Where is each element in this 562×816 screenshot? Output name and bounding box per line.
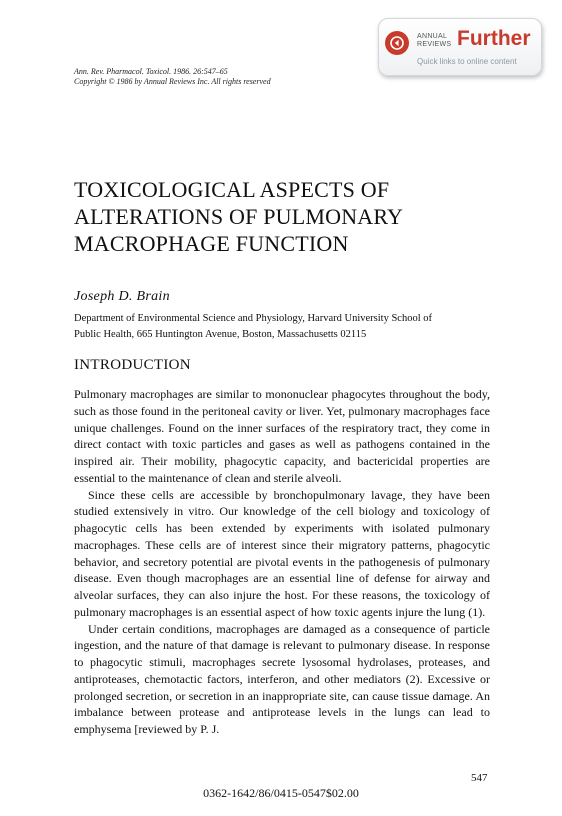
further-wordmark: Further [457,27,531,50]
section-heading: INTRODUCTION [74,357,191,373]
copyright-line: Copyright © 1986 by Annual Reviews Inc. All rights reserved [74,77,271,86]
annual-reviews-wordmark: ANNUAL REVIEWS [417,33,452,48]
body-paragraph: Under certain conditions, macrophages are damaged as a consequence of particle ingestion, and the nature of that damage is relevant to pulmonary disease. In response to phagocytic stimuli, macrophages secrete lysosomal hydrolases, proteases, and antiproteases, chemotactic factors, interferon, and other mediators (2). Excessive or prolonged secretion, or secretion in an inappropriate site, can cause tissue damage. An imbalance between protease and antiprotease levels in the lungs can lead to emphysema [reviewed by P. J. [74,621,490,736]
annual-reviews-further-banner[interactable] [378,18,542,76]
further-subtitle: Quick links to online content [417,57,517,66]
author-affiliation: Department of Environmental Science and Physiology, Harvard University School of Public Health, 665 Huntington Avenue, Boston, Massachusetts 02115 [74,313,432,340]
citation-line: Ann. Rev. Pharmacol. Toxicol. 1986. 26:547–65 [74,67,228,76]
body-paragraph: Since these cells are accessible by bronchopulmonary lavage, they have been studied extensively in vitro. Our knowledge of the cell biology and toxicology of phagocytic cells has been extended by experiments with isolated pulmonary macrophages. These cells are of interest since their migratory patterns, phagocytic behavior, and secretory potential are pivotal events in the pathogenesis of pulmonary disease. Even though macrophages are an essential line of defense for airway and alveolar surfaces, they can also injure the host. For these reasons, the toxicology of pulmonary macrophages is an essential aspect of how toxic agents injure the lung (1). [74,487,490,619]
journal-citation [74,67,271,87]
body-paragraph: Pulmonary macrophages are similar to mononuclear phagocytes throughout the body, such as those found in the peritoneal cavity or liver. Yet, pulmonary macrophages face unique challenges. Found on the inner surfaces of the respiratory tract, they come in direct contact with toxic particles and gases as well as pathogens contained in the inspired air. Their mobility, phagocytic capacity, and bactericidal properties are essential to the maintenance of clean and sterile alveoli. [74,387,490,485]
author-name: Joseph D. Brain [74,289,170,304]
article-code: 0362-1642/86/0415-0547$02.00 [203,786,359,800]
article-title: TOXICOLOGICAL ASPECTS OF ALTERATIONS OF PULMONARY MACROPHAGE FUNCTION [74,177,404,256]
play-arrow-icon [385,31,409,55]
article-body [74,386,490,738]
page-number: 547 [471,772,488,784]
